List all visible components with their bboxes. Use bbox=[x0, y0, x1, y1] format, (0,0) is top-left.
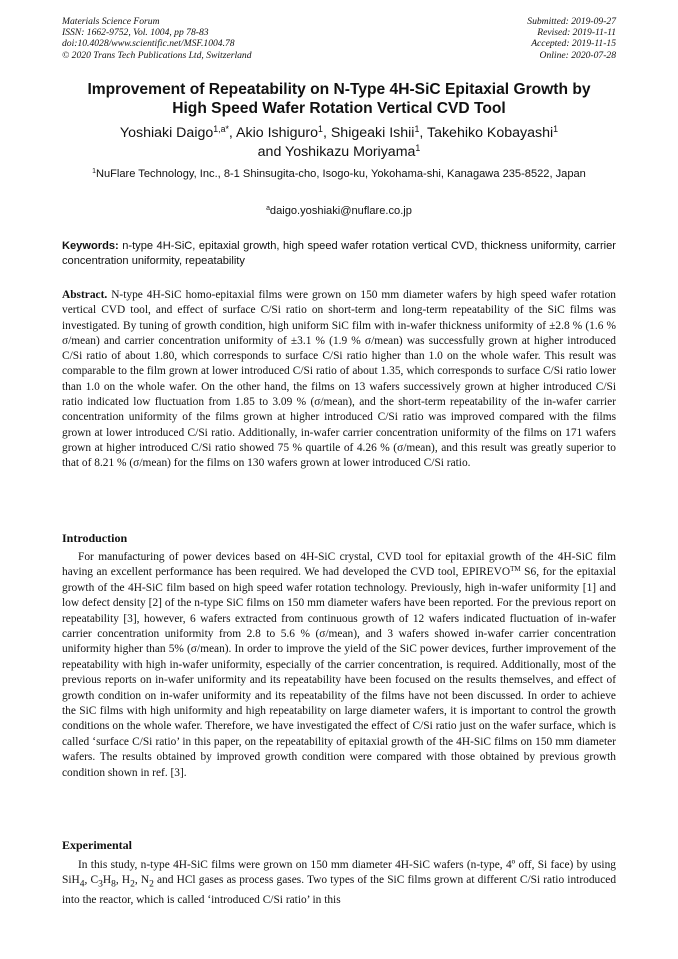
author-5-affiliation: 1 bbox=[415, 143, 421, 154]
affiliation-marker: 1 bbox=[92, 168, 96, 176]
submitted-date: Submitted: 2019-09-27 bbox=[527, 16, 616, 27]
abstract-label: Abstract. bbox=[62, 289, 108, 301]
author-4: , Takehiko Kobayashi bbox=[419, 125, 554, 141]
keywords-text: n-type 4H-SiC, epitaxial growth, high speed wafer rotation vertical CVD, thickness uniformity, carrier concentration uniformity, repeatability bbox=[62, 240, 616, 267]
trademark-mark: TM bbox=[510, 565, 521, 574]
experimental-heading: Experimental bbox=[62, 838, 132, 852]
subscript: 2 bbox=[149, 879, 154, 890]
author-5: and Yoshikazu Moriyama bbox=[257, 144, 416, 160]
author-2: , Akio Ishiguro bbox=[228, 125, 319, 141]
introduction-text-2: S6, for the epitaxial growth of the 4H-SiC film based on high speed wafer rotation technology. Previously, high in-wafer uniformity [1] and low defect density [2] of the n-type SiC films on 150 mm diameter wafers have been reported. For the previous report on repeatability [3], however, 6 wafers extracted from continuous growth of 12 wafers indicated fluctuation of in-wafer carrier concentration uniformity from 2.8 to 5.6 % (σ/mean), and 3 wafers showed in-wafer carrier concentration uniformity higher than 5% (σ/mean). In order to improve the yield of the SiC power devices, further improvement of the repeatability with high in-wafer uniformity, especially of the carrier concentration, is required. Additionally, most of the previous reports on in-wafer uniformity and its repeatability have been focused on the results themselves, and effect of growth condition on in-wafer uniformity and its repeatability of the films have not been discussed. In order to achieve the SiC films with high uniformity and high repeatability on large diameter wafers, it is important to control the growth conditions on the whole wafer. Therefore, we have investigated the effect of C/Si ratio just on the wafer surface, which is called ‘surface C/Si ratio’ in this paper, on the repeatability of epitaxial growth of the 4H-SiC films on 150 mm diameter wafers. The results obtained by improved growth condition were compared with those obtained by previous growth condition shown in ref. [3]. bbox=[62, 566, 617, 779]
keywords-block bbox=[62, 239, 616, 268]
online-date: Online: 2020-07-28 bbox=[539, 49, 616, 61]
paper-title bbox=[62, 80, 616, 118]
experimental-text-5: , N bbox=[134, 874, 150, 887]
doi: doi:10.4028/www.scientific.net/MSF.1004.78 bbox=[62, 38, 235, 50]
affiliation-text: NuFlare Technology, Inc., 8-1 Shinsugita-cho, Isogo-ku, Yokohama-shi, Kanagawa 235-8522, Japan bbox=[95, 168, 586, 180]
abstract-text: N-type 4H-SiC homo-epitaxial films were grown on 150 mm diameter wafers by high speed wafer rotation vertical CVD tool, and effect of surface C/Si ratio on short-term and long-term repeatability of the SiC films was investigated. By tuning of growth condition, high uniform SiC film with in-wafer thickness uniformity of ±2.8 % (1.6 % σ/mean) and carrier concentration uniformity of ±3.1 % (1.9 % σ/mean) was successfully grown at higher introduced C/Si ratio of about 1.80, which corresponds to surface C/Si ratio higher than 1.0 on the whole wafer. This result was comparable to the film grown at lower introduced C/Si ratio of about 1.35, which corresponds to surface C/Si ratio lower than 1.0 on the whole wafer. On the other hand, the films on 13 wafers successively grown at higher introduced C/Si ratio indicated low fluctuation from 1.85 to 3.09 % (σ/mean), and the short-term repeatability of the in-wafer carrier concentration uniformity of the films grown at higher introduced C/Si ratio was improved compared with the films grown at lower introduced C/Si ratio. Additionally, in-wafer carrier concentration uniformity of the films on 171 wafers grown at higher introduced C/Si ratio showed 75 % quartile of 4.26 % (σ/mean), and this result was greatly superior to that of 8.21 % (σ/mean) for the films on 130 wafers grown at lower introduced C/Si ratio. bbox=[62, 289, 616, 470]
subscript: 4 bbox=[79, 879, 85, 890]
experimental-paragraph bbox=[62, 858, 616, 909]
submission-dates bbox=[527, 16, 616, 61]
author-1-affiliation: 1,a* bbox=[213, 124, 229, 135]
title-line-1: Improvement of Repeatability on N-Type 4H-SiC Epitaxial Growth by bbox=[87, 81, 591, 98]
author-4-affiliation: 1 bbox=[553, 124, 559, 135]
author-3: , Shigeaki Ishii bbox=[322, 125, 415, 141]
issn-volume-pages: ISSN: 1662-9752, Vol. 1004, pp 78-83 bbox=[62, 27, 209, 39]
experimental-text-3: H bbox=[102, 874, 112, 887]
journal-info bbox=[62, 16, 252, 61]
email-address: daigo.yoshiaki@nuflare.co.jp bbox=[269, 205, 412, 217]
experimental-text-2: , C bbox=[84, 874, 99, 887]
subscript: 8 bbox=[111, 879, 116, 890]
author-email bbox=[62, 204, 616, 218]
keywords-label: Keywords: bbox=[62, 240, 119, 252]
experimental-text-4: , H bbox=[115, 874, 131, 887]
subscript: 2 bbox=[130, 879, 135, 890]
abstract-block bbox=[62, 288, 616, 472]
email-marker: a bbox=[266, 205, 270, 213]
experimental-text-1: In this study, n-type 4H-SiC films were grown on 150 mm diameter 4H-SiC wafers (n-type, 4º off, Si face) by using SiH bbox=[62, 859, 616, 887]
author-2-affiliation: 1 bbox=[318, 124, 323, 135]
title-line-2: High Speed Wafer Rotation Vertical CVD Tool bbox=[172, 100, 506, 117]
introduction-text-1: For manufacturing of power devices based on 4H-SiC crystal, CVD tool for epitaxial growth of the 4H-SiC film having an excellent performance has been required. We had developed the CVD tool, EPIREVO bbox=[62, 551, 616, 579]
copyright: © 2020 Trans Tech Publications Ltd, Switzerland bbox=[62, 49, 252, 61]
author-3-affiliation: 1 bbox=[414, 124, 420, 135]
author-1: Yoshiaki Daigo bbox=[119, 125, 214, 141]
accepted-date: Accepted: 2019-11-15 bbox=[531, 38, 616, 50]
journal-name: Materials Science Forum bbox=[62, 16, 160, 27]
subscript: 3 bbox=[98, 879, 103, 890]
introduction-paragraph bbox=[62, 550, 616, 781]
revised-date: Revised: 2019-11-11 bbox=[537, 27, 616, 39]
affiliation bbox=[62, 167, 616, 182]
experimental-text-6: and HCl gases as process gases. Two types of the SiC films grown at different C/Si ratio introduced into the reactor, which is called ‘introduced C/Si ratio’ in this bbox=[62, 874, 617, 907]
introduction-heading: Introduction bbox=[62, 531, 128, 545]
author-list bbox=[62, 124, 616, 162]
